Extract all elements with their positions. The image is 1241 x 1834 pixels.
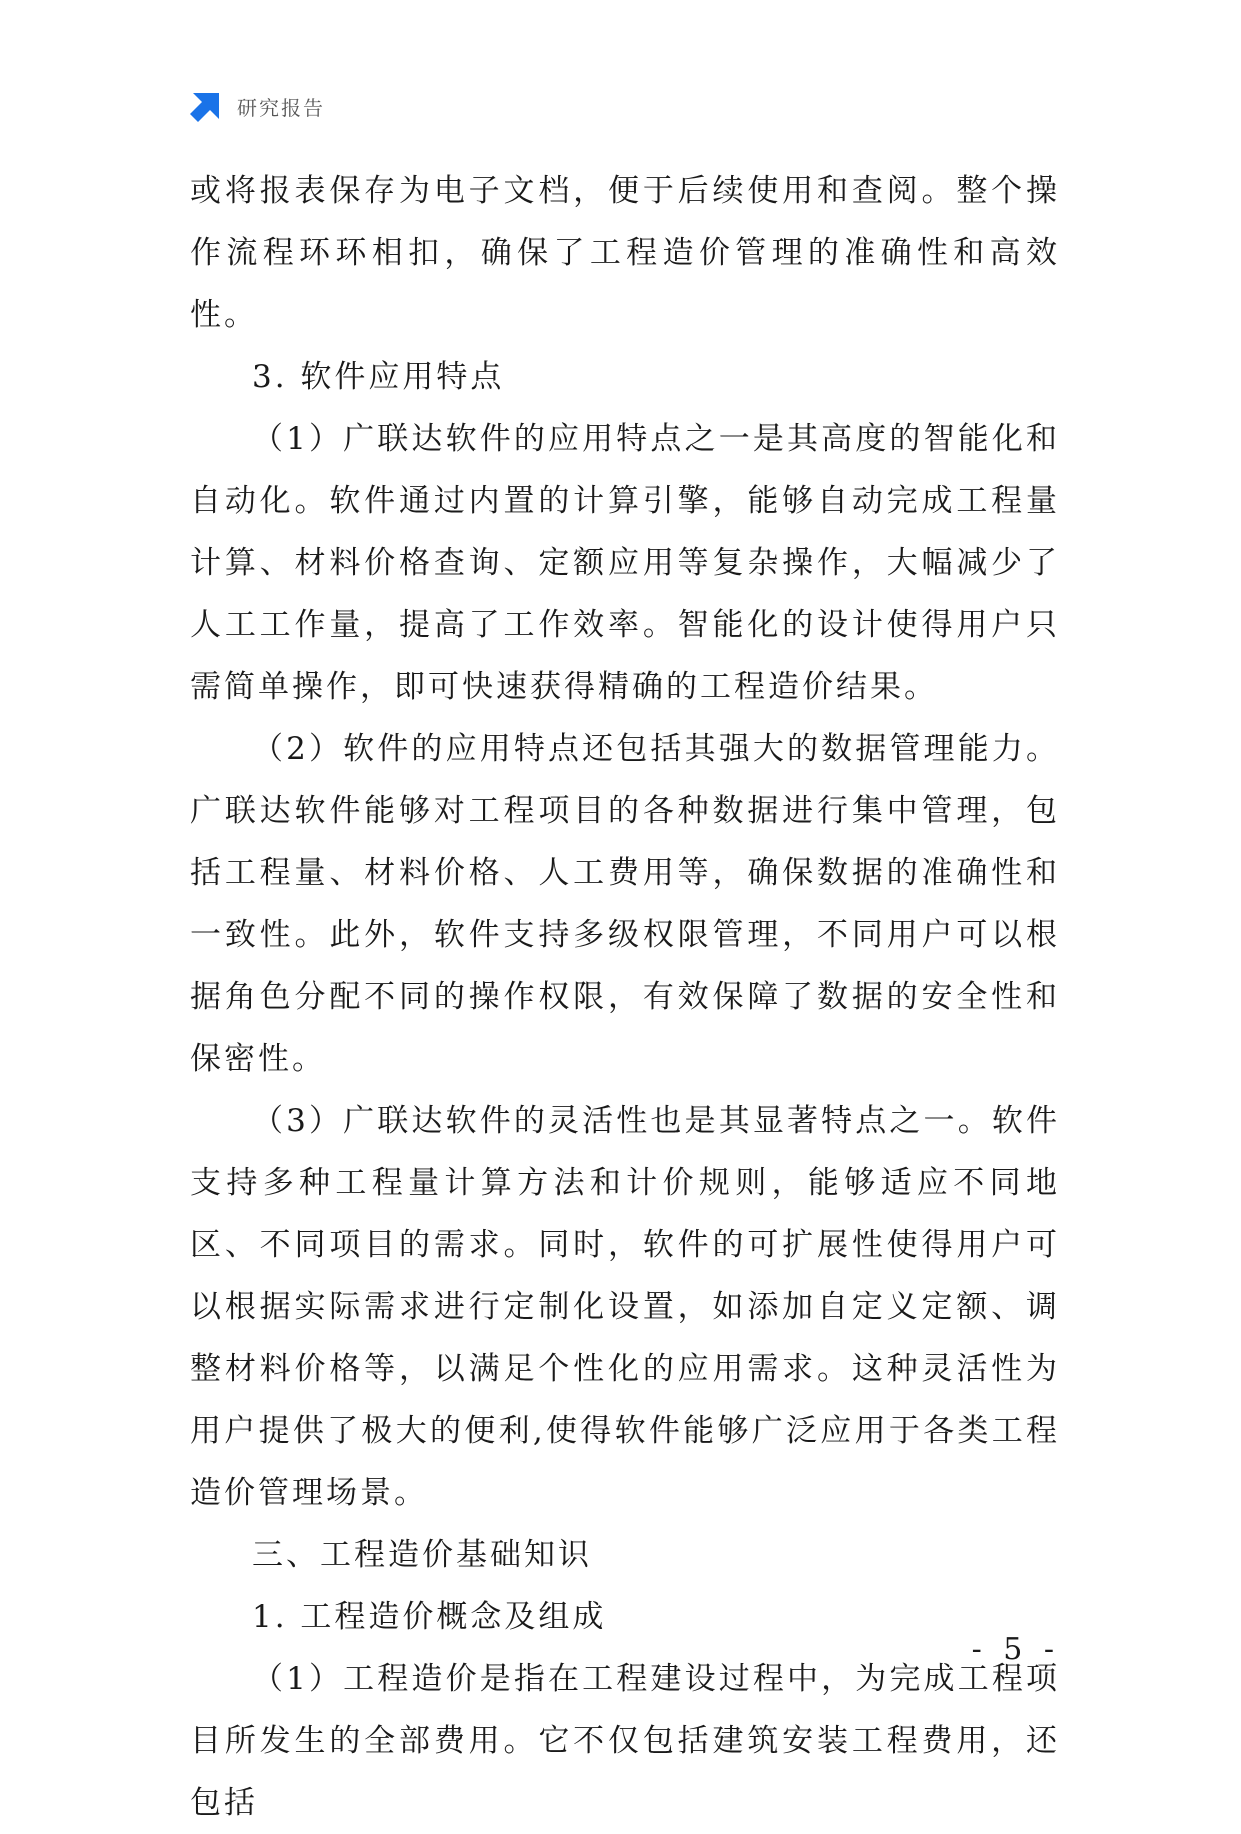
paragraph-feature-1: （1）广联达软件的应用特点之一是其高度的智能化和自动化。软件通过内置的计算引擎，能够自动完成工程量计算、材料价格查询、定额应用等复杂操作，大幅减少了人工工作量，提高了工作效率。智能化的设计使得用户只需简单操作，即可快速获得精确的工程造价结果。 (190, 421, 1060, 705)
section-heading-cost-basics: 三、工程造价基础知识 (252, 1537, 592, 1573)
page-header (189, 88, 325, 124)
document-body (190, 160, 1060, 1834)
paragraph-cost-definition: （1）工程造价是指在工程建设过程中，为完成工程项目所发生的全部费用。它不仅包括建筑安装工程费用，还包括 (190, 1661, 1060, 1821)
header-title: 研究报告 (237, 95, 325, 120)
arrow-up-right-icon (189, 89, 223, 123)
page-number: - 5 - (971, 1632, 1060, 1667)
paragraph-continuation: 或将报表保存为电子文档，便于后续使用和查阅。整个操作流程环环相扣，确保了工程造价管理的准确性和高效性。 (190, 173, 1060, 333)
paragraph-feature-3: （3）广联达软件的灵活性也是其显著特点之一。软件支持多种工程量计算方法和计价规则，能够适应不同地区、不同项目的需求。同时，软件的可扩展性使得用户可以根据实际需求进行定制化设置，如添加自定义定额、调整材料价格等，以满足个性化的应用需求。这种灵活性为用户提供了极大的便利,使得软件能够广泛应用于各类工程造价管理场景。 (190, 1103, 1060, 1511)
paragraph-feature-2: （2）软件的应用特点还包括其强大的数据管理能力。广联达软件能够对工程项目的各种数据进行集中管理，包括工程量、材料价格、人工费用等，确保数据的准确性和一致性。此外，软件支持多级权限管理，不同用户可以根据角色分配不同的操作权限，有效保障了数据的安全性和保密性。 (190, 731, 1060, 1077)
subheading-software-features: 3. 软件应用特点 (252, 359, 505, 395)
subheading-cost-concept: 1. 工程造价概念及组成 (252, 1599, 607, 1635)
